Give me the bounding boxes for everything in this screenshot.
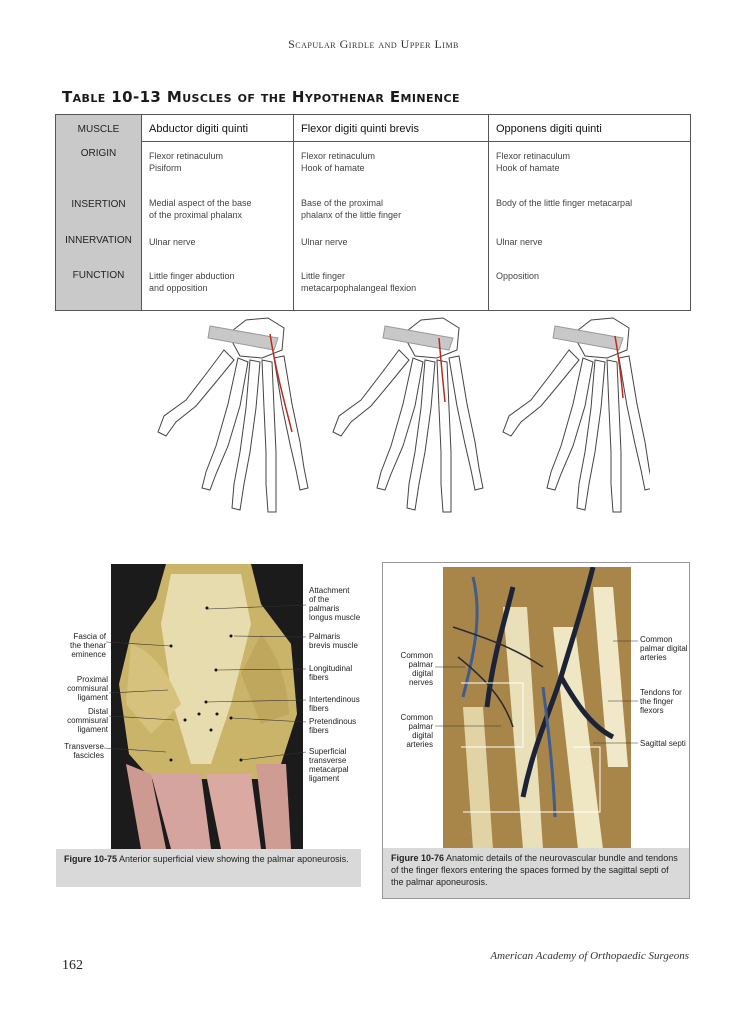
- hand-abductor: [158, 318, 308, 512]
- innervation-cell: Ulnar nerve: [149, 237, 196, 247]
- label-proximal-commisural: Proximal commisural ligament: [67, 675, 108, 702]
- label-common-palmar-digital-nerves: Common palmar digital nerves: [400, 651, 433, 687]
- figure-10-75-caption: Figure 10-75 Anterior superficial view showing the palmar aponeurosis.: [56, 849, 361, 887]
- insertion-cell: Body of the little finger metacarpal: [496, 198, 633, 208]
- row-header-column: [56, 115, 142, 310]
- hand-flexor: [333, 318, 483, 512]
- label-distal-commisural: Distal commisural ligament: [67, 707, 108, 734]
- function-cell: Little finger abduction and opposition: [149, 271, 235, 293]
- function-cell: Little finger metacarpophalangeal flexion: [301, 271, 417, 293]
- label-palmaris-longus-attachment: Attachment of the palmaris longus muscle: [309, 586, 361, 622]
- column-abductor: [142, 115, 294, 310]
- insertion-cell: Base of the proximal phalanx of the little finger: [301, 198, 402, 220]
- origin-cell: Flexor retinaculum Pisiform: [149, 151, 224, 173]
- row-header-insertion: INSERTION: [71, 199, 126, 210]
- column-header: Opponens digiti quinti: [489, 115, 690, 142]
- label-thenar-fascia: Fascia of the thenar eminence: [69, 632, 106, 659]
- origin-cell: Flexor retinaculum Hook of hamate: [496, 151, 571, 173]
- insertion-cell: Medial aspect of the base of the proximal phalanx: [149, 198, 252, 220]
- running-head: Scapular Girdle and Upper Limb: [288, 37, 459, 51]
- figure-10-75: [56, 562, 361, 887]
- row-header-origin: ORIGIN: [80, 148, 117, 159]
- label-sagittal-septi: Sagittal septi: [640, 739, 686, 748]
- label-transverse-fascicles: Transverse fascicles: [64, 742, 104, 760]
- label-common-palmar-digital-arteries-right: Common palmar digital arteries: [640, 635, 688, 662]
- page-number: 162: [62, 958, 83, 973]
- column-header: Flexor digiti quinti brevis: [294, 115, 488, 142]
- label-palmaris-brevis: Palmaris brevis muscle: [309, 632, 358, 650]
- row-header-innervation: INNERVATION: [65, 235, 132, 246]
- origin-cell: Flexor retinaculum Hook of hamate: [301, 151, 376, 173]
- innervation-cell: Ulnar nerve: [301, 237, 348, 247]
- table-title: Table 10-13 Muscles of the Hypothenar Eminence: [62, 88, 460, 106]
- label-pretendinous-fibers: Pretendinous fibers: [309, 717, 357, 735]
- label-intertendinous-fibers: Intertendinous fibers: [309, 695, 360, 713]
- figure-10-76: [382, 562, 690, 899]
- label-longitudinal-fibers: Longitudinal fibers: [309, 664, 353, 682]
- column-opponens: [489, 115, 690, 310]
- label-common-palmar-digital-arteries-left: Common palmar digital arteries: [400, 713, 433, 749]
- row-header-muscle: MUSCLE: [77, 124, 120, 135]
- function-cell: Opposition: [496, 271, 540, 281]
- column-header: Abductor digiti quinti: [142, 115, 293, 142]
- hand-opponens: [503, 318, 650, 512]
- innervation-cell: Ulnar nerve: [496, 237, 543, 247]
- figure-10-76-caption: Figure 10-76 Anatomic details of the neurovascular bundle and tendons of the finger flexors entering the spaces formed by the sagittal septi of the palmar aponeurosis.: [383, 848, 689, 898]
- publisher-footer: American Academy of Orthopaedic Surgeons: [490, 950, 689, 962]
- label-finger-flexor-tendons: Tendons for the finger flexors: [640, 688, 682, 715]
- muscles-table: [55, 114, 691, 311]
- hand-bone-illustrations: [140, 312, 650, 537]
- label-superficial-transverse-ligament: Superficial transverse metacarpal ligament: [309, 747, 349, 783]
- row-header-function: FUNCTION: [72, 270, 125, 281]
- column-flexor: [294, 115, 489, 310]
